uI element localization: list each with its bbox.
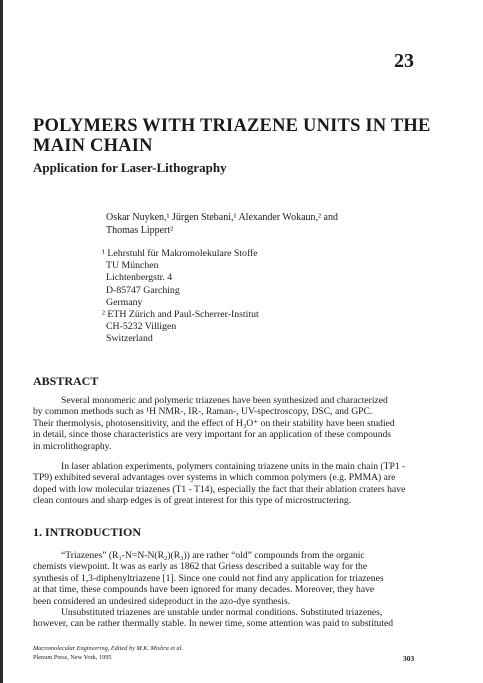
text-line: doped with low molecular triazenes (T1 - T14), especially the fact that their ablation craters have: [33, 483, 406, 495]
title-line: POLYMERS WITH TRIAZENE UNITS IN THE: [33, 116, 431, 136]
authors: [106, 212, 436, 237]
chapter-number: 23: [394, 50, 414, 72]
text-line: in microlithography.: [33, 440, 112, 452]
affiliation-line: Germany: [106, 296, 143, 308]
text-line: “Triazenes” (R₁-N=N-N(R₂)(R₃)) are rather “old” compounds from the organic: [61, 550, 365, 561]
introduction-heading: 1. INTRODUCTION: [33, 525, 142, 539]
footer-line: Plenum Press, New York, 1995: [33, 653, 112, 661]
text-line: however, can be rather thermally stable. In newer time, some attention was paid to substituted: [33, 618, 394, 630]
affiliation-line: ² ETH Zürich and Paul-Scherrer-Institut: [102, 309, 259, 321]
affiliation-line: CH-5232 Villigen: [106, 321, 177, 333]
scan-edge: [0, 0, 3, 683]
chapter-subtitle: Application for Laser-Lithography: [33, 160, 227, 175]
abstract-paragraph-2: [33, 461, 452, 507]
affiliation-line: ¹ Lehrstuhl für Makromolekulare Stoffe: [102, 248, 258, 259]
text-line: Several monomeric and polymeric triazenes have been synthesized and characterized: [61, 395, 388, 406]
affiliation-line: Lichtenbergstr. 4: [106, 272, 173, 284]
publication-footer: [33, 645, 183, 662]
abstract-heading: ABSTRACT: [33, 374, 99, 388]
text-line: Their thermolysis, photosensitivity, and the effect of H₃O⁺ on their stability have been studied: [33, 417, 395, 429]
affiliation-line: TU München: [106, 260, 159, 272]
text-line: chemists viewpoint. It was as early as 1862 that Griess described a suitable way for the: [33, 561, 368, 573]
affiliation-line: D-85747 Garching: [106, 284, 180, 296]
text-line: TP9) exhibited several advantages over systems in which common polymers (e.g. PMMA) are: [33, 472, 396, 484]
text-line: by common methods such as ¹H NMR-, IR-, Raman-, UV-spectroscopy, DSC, and GPC.: [33, 406, 373, 418]
footer-line: Macromolecular Engineering, Edited by M.K. Mishra et al.: [33, 645, 183, 652]
text-line: synthesis of 1,3-diphenyltriazene [1]. Since one could not find any application for triazenes: [33, 572, 384, 584]
chapter-title: [33, 116, 453, 156]
text-line: been considered an undesired sideproduct in the azo-dye synthesis.: [33, 595, 291, 607]
abstract-paragraph-1: [33, 395, 452, 452]
affiliation-line: Switzerland: [106, 333, 153, 345]
text-line: clean contours and sharp edges is of great interest for this type of microstructering.: [33, 495, 352, 507]
authors-line: Oskar Nuyken,¹ Jürgen Stebani,¹ Alexander Wokaun,² and: [106, 212, 338, 223]
page-number: 303: [403, 654, 415, 663]
introduction-paragraph-2: [33, 607, 452, 630]
authors-line: Thomas Lippert²: [106, 224, 174, 236]
text-line: in detail, since those characteristics are very important for an application of these compounds: [33, 429, 392, 441]
title-line: MAIN CHAIN: [33, 136, 153, 156]
text-line: Unsubstituted triazenes are unstable under normal conditions. Substituted triazenes,: [61, 607, 383, 618]
text-line: at that time, these compounds have been ignored for many decades. Moreover, they have: [33, 584, 375, 596]
introduction-paragraph-1: [33, 550, 452, 607]
affiliations: [102, 248, 402, 346]
text-line: In laser ablation experiments, polymers containing triazene units in the main chain (TP1 -: [61, 461, 406, 472]
